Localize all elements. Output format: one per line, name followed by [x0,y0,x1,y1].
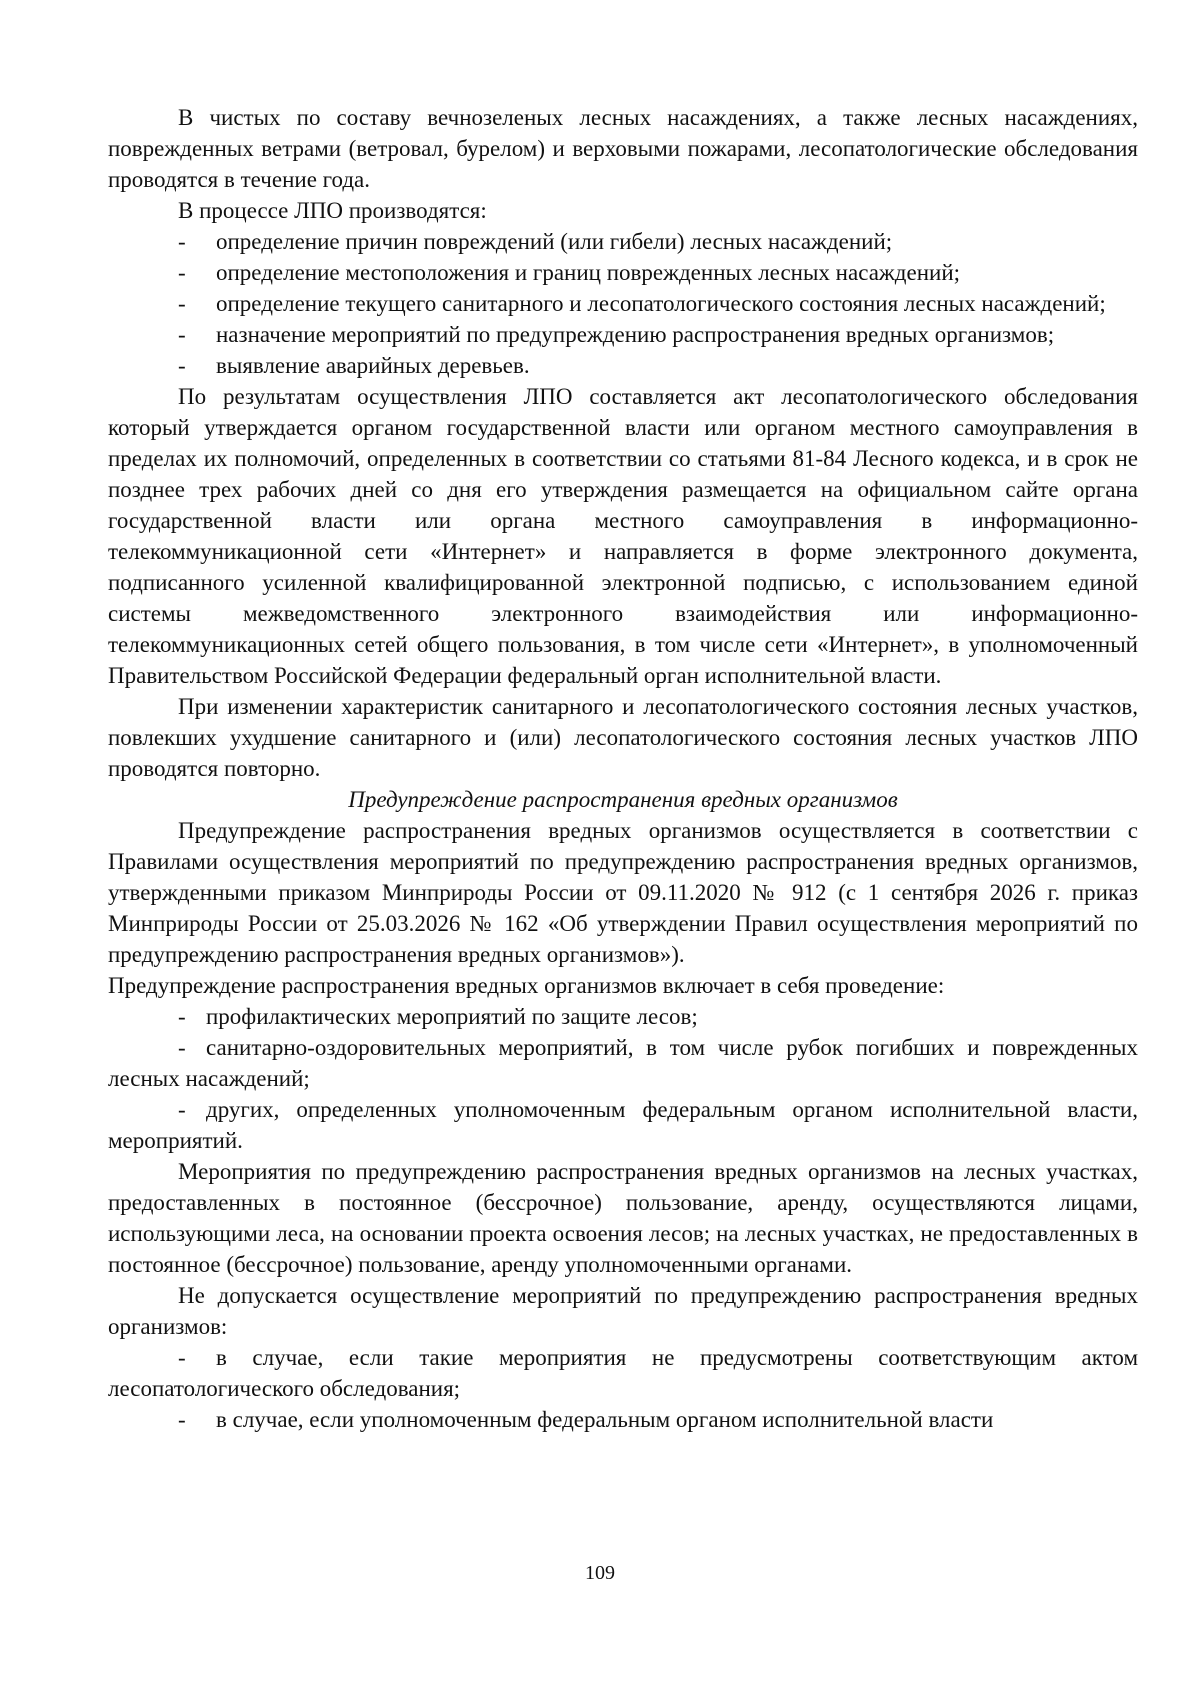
list-dash: - [178,1345,186,1370]
paragraph-prevention-includes: Предупреждение распространения вредных организмов включает в себя проведение: [108,973,945,998]
list-dash: - [178,1097,186,1122]
list-item-text: определение текущего санитарного и лесопатологического состояния лесных насаждений; [216,291,1106,316]
paragraph-lpo-lead: В процессе ЛПО производятся: [178,198,487,223]
paragraph-prevention-rules: Предупреждение распространения вредных организмов осуществляется в соответствии с Правилами осуществления мероприятий по предупреждению распространения вредных организмов, утвержденными приказом Минприроды России от 09.11.2020 № 912 (с 1 сентября 2026 г. приказ Минприроды России от 25.03.2026 № 162 «Об утверждении Правил осуществления мероприятий по предупреждению распространения вредных организмов»). [108,818,1138,967]
paragraph-lpo-results: По результатам осуществления ЛПО составляется акт лесопатологического обследования который утверждается органом государственной власти или органом местного самоуправления в пределах их полномочий, определенных в соответствии со статьями 81-84 Лесного кодекса, и в срок не позднее трех рабочих дней со дня его утверждения размещается на официальном сайте органа государственной власти или органа местного самоуправления в информационно-телекоммуникационной сети «Интернет» и направляется в форме электронного документа, подписанного усиленной квалифицированной электронной подписью, с использованием единой системы межведомственного электронного взаимодействия или информационно-телекоммуникационных сетей общего пользования, в том числе сети «Интернет», в уполномоченный Правительством Российской Федерации федеральный орган исполнительной власти. [108,384,1138,688]
paragraph-not-allowed: Не допускается осуществление мероприятий по предупреждению распространения вредных организмов: [108,1283,1138,1339]
list-dash: - [178,322,186,347]
list-item [108,350,1138,381]
list-item [108,226,1138,257]
list-item [108,1404,1138,1435]
list-dash: - [178,1004,186,1029]
list-item-text: определение причин повреждений (или гибели) лесных насаждений; [216,229,893,254]
list-item [108,288,1138,319]
list-item-text: определение местоположения и границ поврежденных лесных насаждений; [216,260,961,285]
list-item-text: санитарно-оздоровительных мероприятий, в том числе рубок погибших и поврежденных лесных насаждений; [108,1035,1138,1091]
list-dash: - [178,1035,186,1060]
list-dash: - [178,353,186,378]
page-number: 109 [585,1562,615,1584]
list-item-text: в случае, если уполномоченным федеральным органом исполнительной власти [216,1407,994,1432]
list-item [108,257,1138,288]
list-dash: - [178,229,186,254]
paragraph-intro: В чистых по составу вечнозеленых лесных насаждениях, а также лесных насаждениях, поврежденных ветрами (ветровал, бурелом) и верховыми пожарами, лесопатологические обследования проводятся в течение года. [108,105,1138,192]
list-item [108,1342,1138,1404]
list-item-text: в случае, если такие мероприятия не предусмотрены соответствующим актом лесопатологического обследования; [108,1345,1138,1401]
list-item-text: профилактических мероприятий по защите лесов; [206,1004,698,1029]
list-dash: - [178,260,186,285]
list-item [108,1032,1138,1094]
list-item-text: назначение мероприятий по предупреждению распространения вредных организмов; [216,322,1055,347]
list-item [108,1094,1138,1156]
list-item-text: других, определенных уполномоченным федеральным органом исполнительной власти, мероприятий. [108,1097,1138,1153]
list-dash: - [178,1407,186,1432]
paragraph-measures: Мероприятия по предупреждению распространения вредных организмов на лесных участках, предоставленных в постоянное (бессрочное) пользование, аренду, осуществляются лицами, использующими леса, на основании проекта освоения лесов; на лесных участках, не предоставленных в постоянное (бессрочное) пользование, аренду уполномоченными органами. [108,1159,1138,1277]
document-page [108,102,1138,1435]
list-item [108,1001,1138,1032]
section-heading: Предупреждение распространения вредных организмов [348,787,898,812]
list-item-text: выявление аварийных деревьев. [216,353,530,378]
list-item [108,319,1138,350]
list-dash: - [178,291,186,316]
paragraph-repeat-lpo: При изменении характеристик санитарного и лесопатологического состояния лесных участков, повлекших ухудшение санитарного и (или) лесопатологического состояния лесных участков ЛПО проводятся повторно. [108,694,1138,781]
